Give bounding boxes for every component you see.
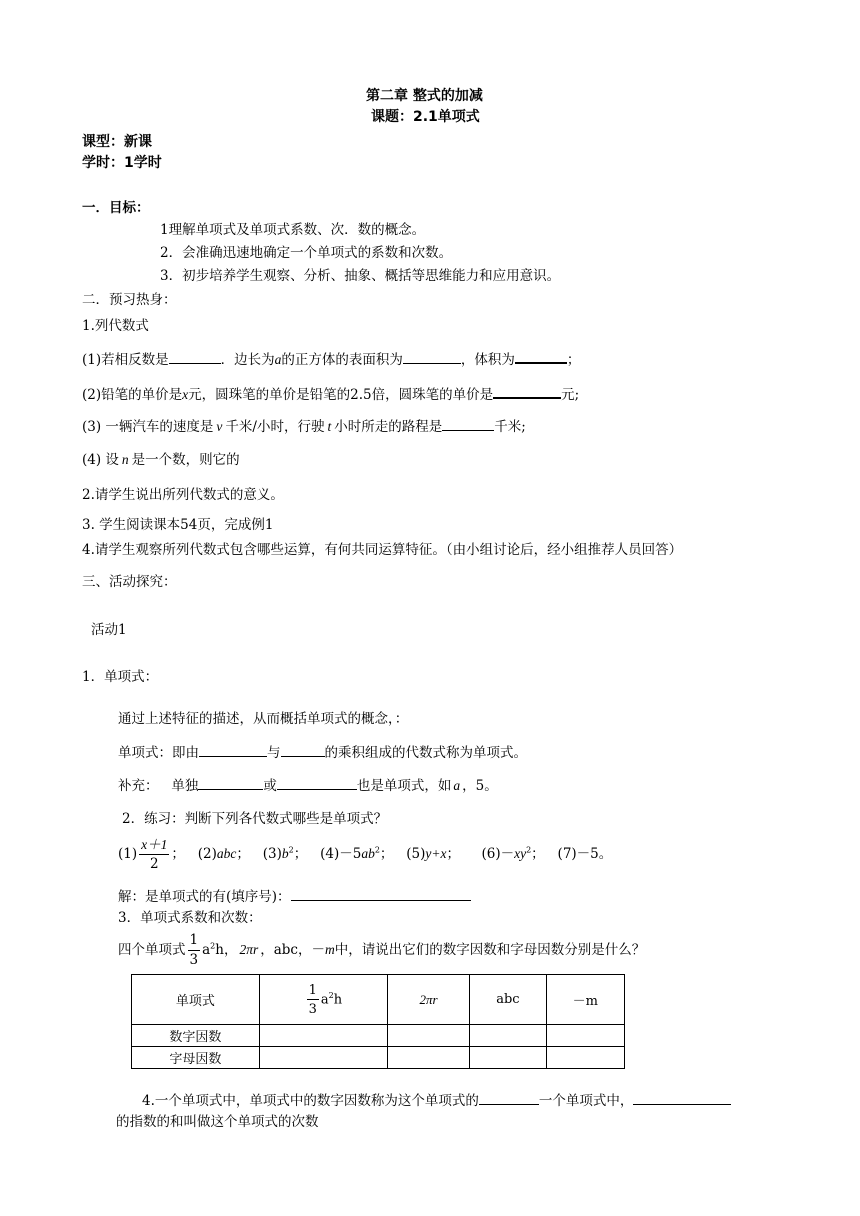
question-4: (4) 设 n 是一个数，则它的 <box>82 452 240 468</box>
goal-item: 3．初步培养学生观察、分析、抽象、概括等思维能力和应用意识。 <box>160 268 561 284</box>
answer-blank[interactable] <box>277 777 357 790</box>
table-cell[interactable] <box>546 1025 624 1047</box>
preview-item-3: 3. 学生阅读课本54页，完成例1 <box>82 517 274 533</box>
answer-blank[interactable] <box>479 1092 539 1105</box>
lesson-type: 课型：新课 <box>82 134 152 150</box>
answer-blank[interactable] <box>633 1092 731 1105</box>
paragraph-4-line1: 4.一个单项式中，单项式中的数字因数称为这个单项式的 一个单项式中， <box>142 1092 731 1109</box>
monomial-table <box>131 974 625 1069</box>
preview-heading: 二．预习热身： <box>82 292 177 308</box>
fraction: $\frac{1}{3}$ <box>189 932 199 968</box>
table-header-row <box>132 975 625 1025</box>
answer-blank[interactable] <box>493 385 561 399</box>
preview-item-4: 4.请学生观察所列代数式包含哪些运算，有何共同运算特征。（由小组讨论后，经小组推荐人员回答） <box>82 542 683 558</box>
table-row <box>132 1025 625 1047</box>
table-cell: 数字因数 <box>132 1025 260 1047</box>
table-cell[interactable] <box>259 1025 387 1047</box>
answer-blank[interactable] <box>291 888 471 901</box>
table-cell[interactable] <box>387 1025 469 1047</box>
answer-blank[interactable] <box>515 350 567 364</box>
table-row <box>132 1047 625 1069</box>
table-cell[interactable] <box>259 1047 387 1069</box>
lesson-hours: 学时：1学时 <box>82 155 162 171</box>
answer-blank[interactable] <box>169 351 221 364</box>
preview-item-2: 2.请学生说出所列代数式的意义。 <box>82 487 284 503</box>
goal-item: 2．会准确迅速地确定一个单项式的系数和次数。 <box>160 245 453 261</box>
lesson-topic: 课题：2.1单项式 <box>371 109 480 125</box>
fraction: $\frac{1}{3}$ <box>308 982 317 1017</box>
exercise-expressions: (1) $\frac{x+1}{2}$ ； (2)abc； $(3)b^2$； $(4)-5ab^2$； (5)y+x； $(6)-xy^2$； (7)－5。 <box>118 837 613 872</box>
concept-description: 通过上述特征的描述，从而概括单项式的概念，： <box>118 711 409 727</box>
table-cell: $\frac{1}{3}$ $a^2h$ <box>259 975 387 1025</box>
table-cell[interactable] <box>470 1047 546 1069</box>
answer-blank[interactable] <box>281 744 325 757</box>
table-cell: 字母因数 <box>132 1047 260 1069</box>
monomial-definition: 单项式：即由 与 的乘积组成的代数式称为单项式。 <box>118 745 527 761</box>
table-cell: 单项式 <box>132 975 260 1025</box>
paragraph-4-line2: 的指数的和叫做这个单项式的次数 <box>116 1114 319 1130</box>
table-cell[interactable] <box>387 1047 469 1069</box>
goals-heading: 一．目标： <box>82 200 150 216</box>
answer-blank[interactable] <box>198 777 263 790</box>
answer-blank[interactable] <box>199 744 267 757</box>
activity-heading: 三、活动探究： <box>82 574 177 590</box>
fraction: $\frac{x+1}{2}$ <box>141 837 168 872</box>
table-cell: －m <box>546 975 624 1025</box>
supplement-line: 补充： 单独 或 也是单项式，如 a ，5。 <box>118 778 498 794</box>
answer-blank[interactable] <box>442 418 494 431</box>
exercise-title: 2．练习：判断下列各代数式哪些是单项式？ <box>122 811 388 827</box>
question-2: (2)铅笔的单价是x元，圆珠笔的单价是铅笔的2.5倍，圆珠笔的单价是 元; <box>82 387 580 403</box>
section-monomial: 1．单项式： <box>82 669 159 685</box>
preview-sub1: 1.列代数式 <box>82 318 149 334</box>
answer-line: 解：是单项式的有(填序号)： <box>118 888 471 905</box>
chapter-title: 第二章 整式的加减 <box>366 88 483 104</box>
table-cell[interactable] <box>470 1025 546 1047</box>
four-monomials-question: 四个单项式 $\frac{1}{3}$ $a^2h$， 2πr ，abc，－m中，请说出它们的数字因数和字母因数分别是什么？ <box>118 932 646 968</box>
goal-item: 1理解单项式及单项式系数、次．数的概念。 <box>160 222 426 238</box>
answer-blank[interactable] <box>403 351 461 364</box>
table-cell: 2πr <box>387 975 469 1025</box>
table-cell: abc <box>470 975 546 1025</box>
table-cell[interactable] <box>546 1047 624 1069</box>
section-coefficient-degree: 3．单项式系数和次数： <box>118 910 262 926</box>
question-3: (3) 一辆汽车的速度是 v 千米/小时，行驶 t 小时所走的路程是 千米; <box>82 419 526 435</box>
activity-1-label: 活动1 <box>91 622 127 638</box>
question-1: (1)若相反数是 ．边长为a的正方体的表面积为 ，体积为 ； <box>82 352 581 368</box>
